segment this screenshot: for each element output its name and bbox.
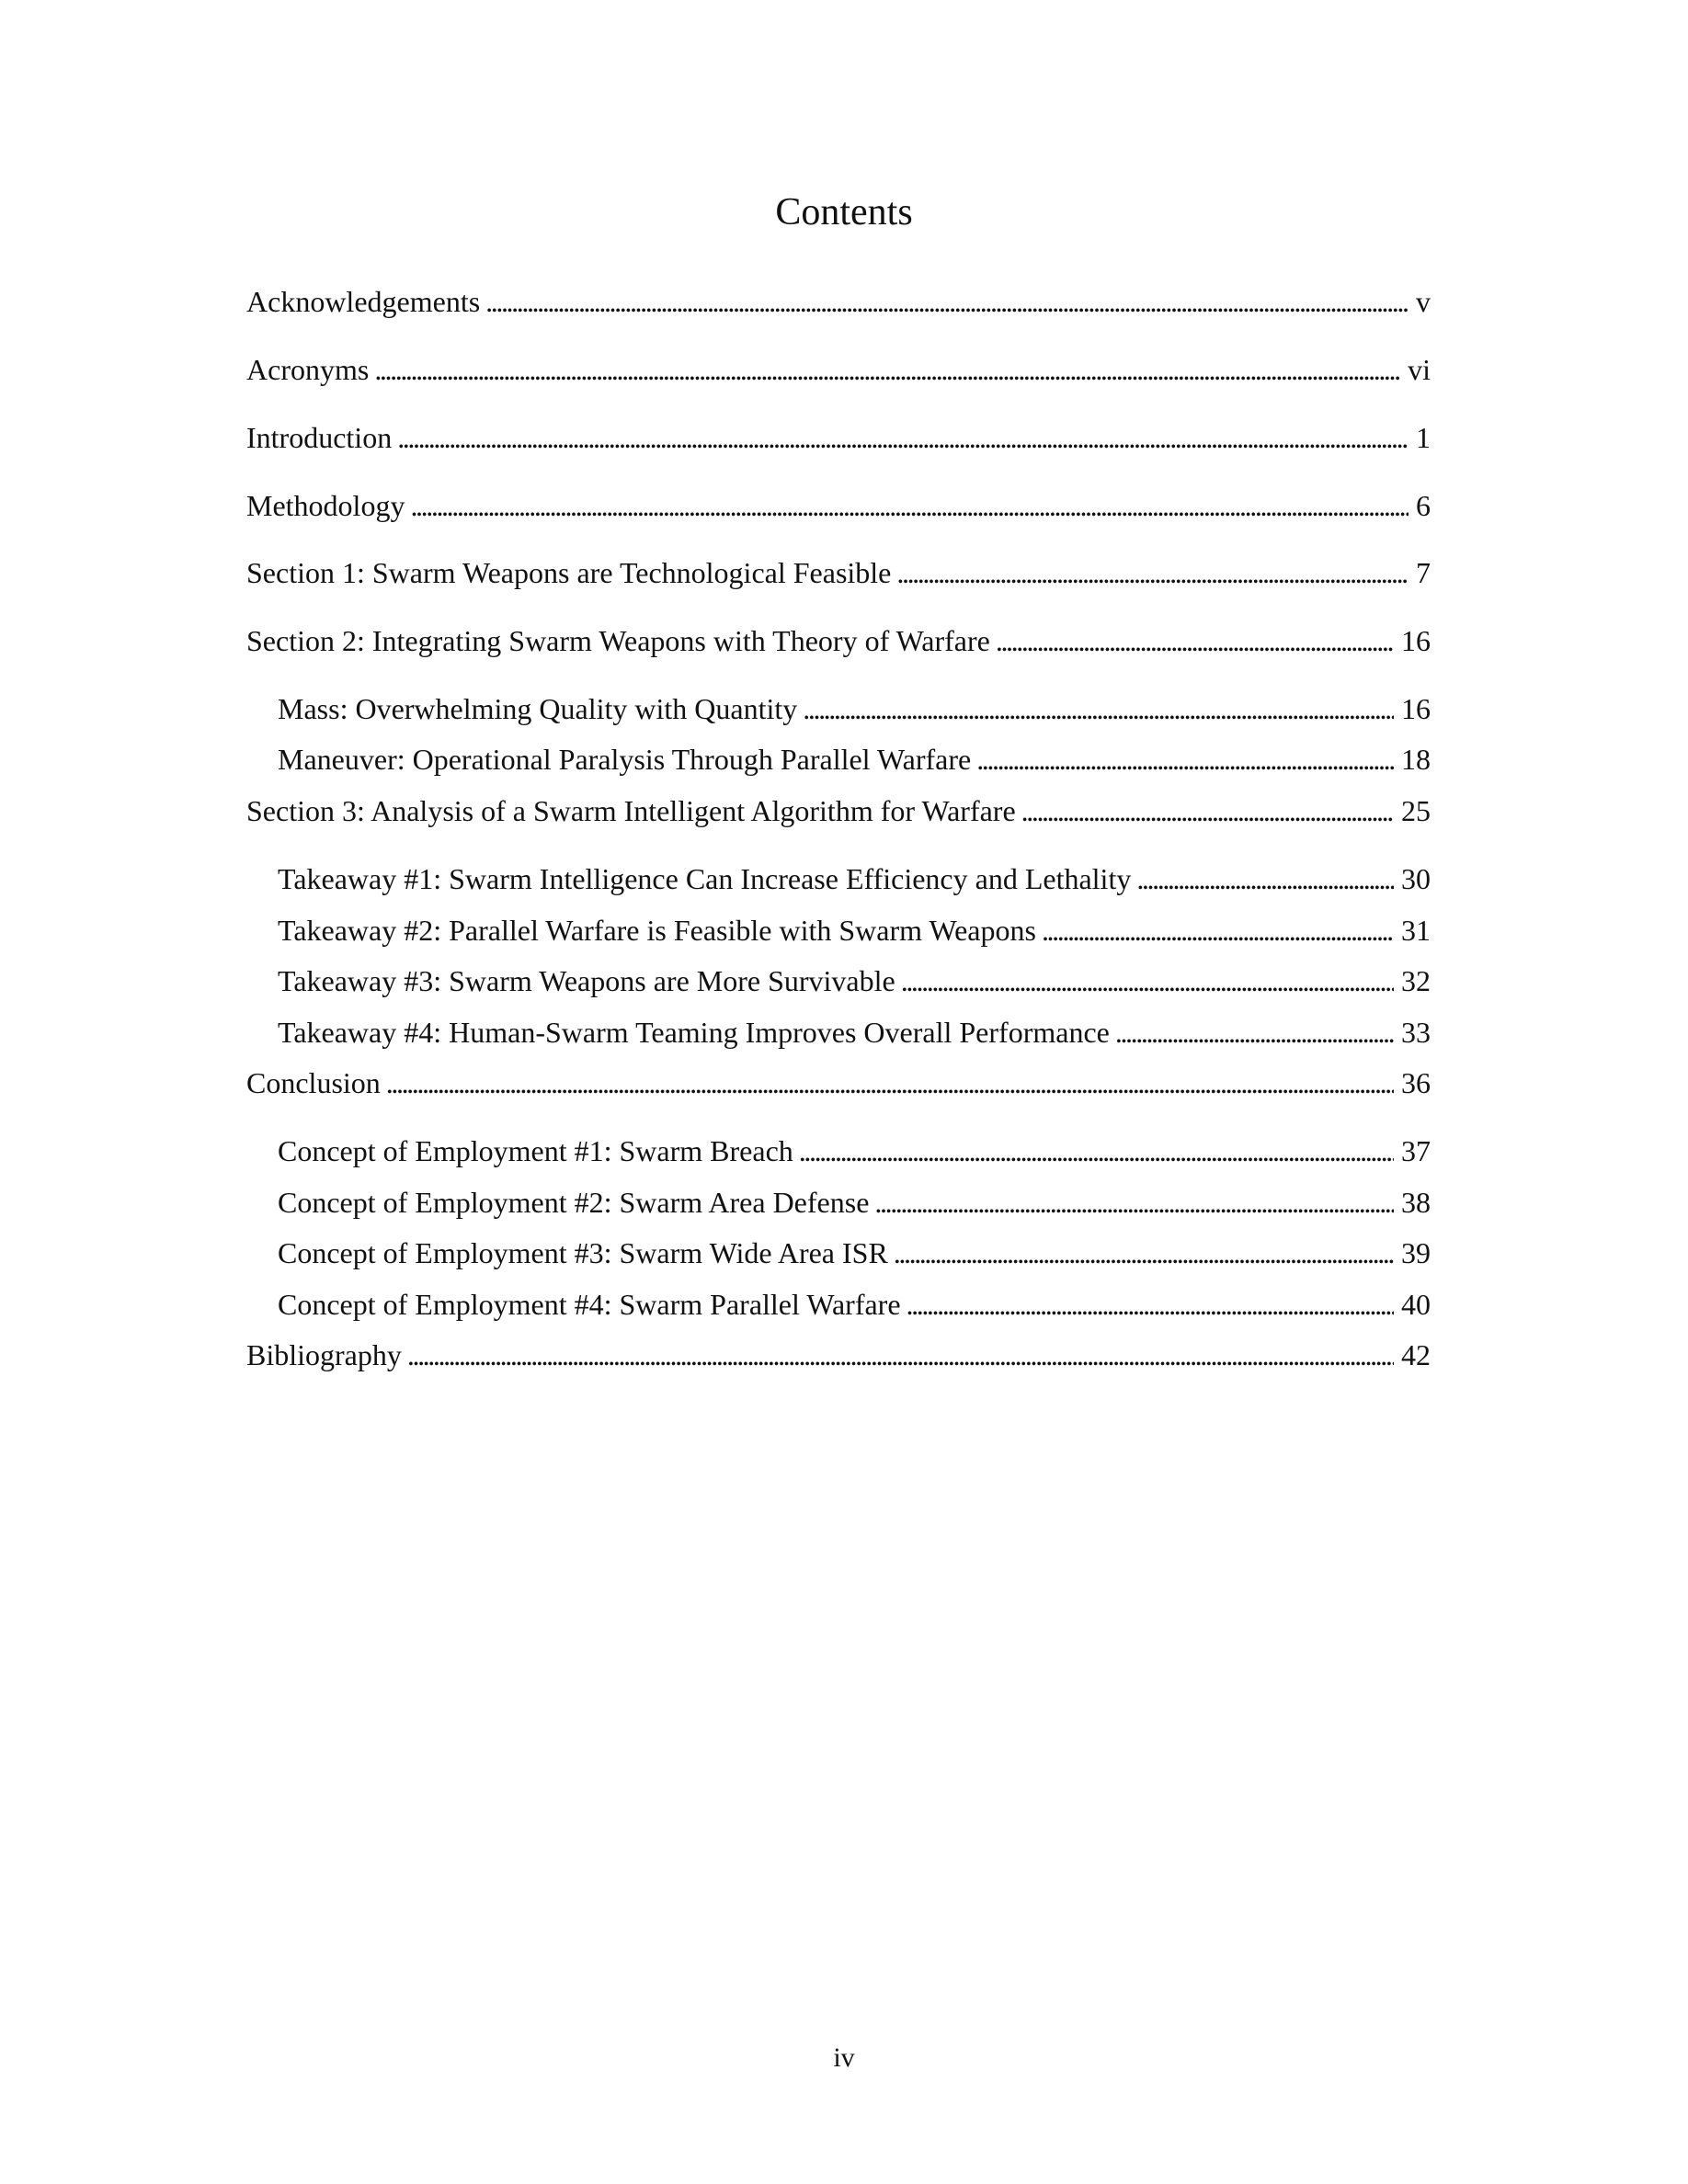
page-number: iv	[833, 2042, 855, 2073]
toc-entry-page: 25	[1401, 794, 1431, 827]
toc-entry-page: 40	[1401, 1288, 1431, 1321]
toc-entry-introduction[interactable]	[246, 419, 1431, 456]
toc-entry-title: Section 2: Integrating Swarm Weapons with Theory of Warfare	[246, 624, 990, 657]
dot-leader	[976, 741, 1394, 778]
toc-entry-methodology[interactable]	[246, 487, 1431, 524]
toc-entry-page: vi	[1408, 353, 1431, 386]
toc-entry-takeaway-4[interactable]	[278, 1014, 1431, 1051]
toc-entry-title: Section 1: Swarm Weapons are Technological Feasible	[246, 556, 892, 589]
toc-entry-title: Bibliography	[246, 1338, 402, 1371]
toc-entry-conclusion[interactable]	[246, 1064, 1431, 1101]
toc-entry-page: 7	[1416, 556, 1431, 589]
toc-entry-bibliography[interactable]	[246, 1337, 1431, 1373]
toc-entry-concept-3[interactable]	[278, 1234, 1431, 1271]
toc-entry-page: 38	[1401, 1186, 1431, 1219]
toc-entry-page: 36	[1401, 1066, 1431, 1099]
toc-entry-title: Acknowledgements	[246, 285, 481, 318]
dot-leader	[996, 622, 1394, 659]
toc-entry-page: 31	[1401, 914, 1431, 947]
dot-leader	[1115, 1014, 1394, 1051]
toc-entry-title: Takeaway #4: Human-Swarm Teaming Improves Overall Performance	[278, 1016, 1110, 1049]
toc-entry-concept-1[interactable]	[278, 1132, 1431, 1169]
toc-entry-title: Introduction	[246, 421, 393, 454]
dot-leader	[907, 1286, 1394, 1323]
toc-entry-page: 1	[1416, 421, 1431, 454]
toc-entry-concept-4[interactable]	[278, 1286, 1431, 1323]
toc-entry-mass[interactable]	[278, 690, 1431, 727]
toc-entry-section-2[interactable]	[246, 622, 1431, 659]
toc-entry-section-3[interactable]	[246, 792, 1431, 829]
dot-leader	[1021, 792, 1394, 829]
dot-leader	[799, 1132, 1394, 1169]
toc-entry-page: 42	[1401, 1338, 1431, 1371]
toc-entry-title: Takeaway #3: Swarm Weapons are More Survivable	[278, 964, 895, 997]
dot-leader	[410, 487, 1409, 524]
dot-leader	[485, 283, 1409, 320]
toc-entry-concept-2[interactable]	[278, 1184, 1431, 1221]
toc-entry-title: Takeaway #1: Swarm Intelligence Can Increase Efficiency and Lethality	[278, 862, 1132, 895]
toc-entry-title: Methodology	[246, 489, 405, 522]
toc-entry-takeaway-3[interactable]	[278, 962, 1431, 999]
dot-leader	[386, 1064, 1394, 1101]
toc-entry-page: 32	[1401, 964, 1431, 997]
page-title: Contents	[775, 191, 913, 233]
toc-entry-page: 37	[1401, 1134, 1431, 1167]
toc-entry-page: v	[1416, 285, 1431, 318]
dot-leader	[374, 351, 1400, 388]
toc-entry-title: Acronyms	[246, 353, 370, 386]
toc-entry-takeaway-2[interactable]	[278, 912, 1431, 949]
toc-entry-title: Concept of Employment #2: Swarm Area Defense	[278, 1186, 870, 1219]
toc-entry-title: Concept of Employment #4: Swarm Parallel Warfare	[278, 1288, 901, 1321]
dot-leader	[1136, 860, 1394, 897]
toc-entry-maneuver[interactable]	[278, 741, 1431, 778]
toc-entry-page: 30	[1401, 862, 1431, 895]
dot-leader	[894, 1234, 1394, 1271]
toc-entry-page: 6	[1416, 489, 1431, 522]
dot-leader	[901, 962, 1394, 999]
toc-entry-title: Section 3: Analysis of a Swarm Intelligent Algorithm for Warfare	[246, 794, 1016, 827]
dot-leader	[896, 554, 1409, 591]
dot-leader	[407, 1337, 1394, 1373]
toc-entry-page: 16	[1401, 624, 1431, 657]
dot-leader	[803, 690, 1394, 727]
toc-entry-title: Maneuver: Operational Paralysis Through Parallel Warfare	[278, 743, 972, 776]
toc-entry-page: 39	[1401, 1236, 1431, 1269]
toc-entry-page: 16	[1401, 692, 1431, 725]
dot-leader	[1042, 912, 1394, 949]
toc-entry-title: Concept of Employment #3: Swarm Wide Area ISR	[278, 1236, 888, 1269]
dot-leader	[874, 1184, 1394, 1221]
toc-entry-takeaway-1[interactable]	[278, 860, 1431, 897]
toc-entry-acronyms[interactable]	[246, 351, 1431, 388]
toc-entry-acknowledgements[interactable]	[246, 283, 1431, 320]
toc-entry-title: Concept of Employment #1: Swarm Breach	[278, 1134, 793, 1167]
toc-entry-title: Takeaway #2: Parallel Warfare is Feasible with Swarm Weapons	[278, 914, 1036, 947]
toc-entry-page: 18	[1401, 743, 1431, 776]
toc-entry-title: Conclusion	[246, 1066, 381, 1099]
toc-entry-title: Mass: Overwhelming Quality with Quantity	[278, 692, 798, 725]
toc-entry-section-1[interactable]	[246, 554, 1431, 591]
toc-entry-page: 33	[1401, 1016, 1431, 1049]
dot-leader	[397, 419, 1409, 456]
